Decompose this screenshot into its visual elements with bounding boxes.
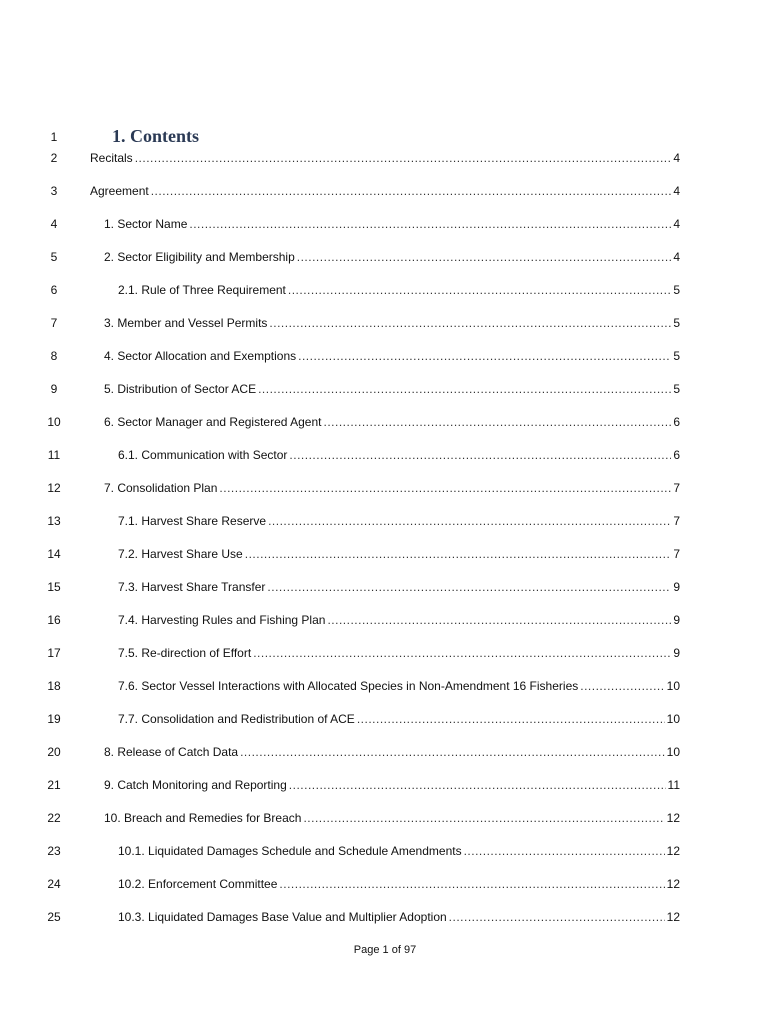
toc-leader-dots	[323, 415, 671, 429]
toc-entry-label: 7.5. Re-direction of Effort	[118, 646, 252, 660]
line-number: 7	[50, 316, 58, 330]
toc-entry-page: 9	[673, 646, 680, 660]
line-number: 14	[47, 547, 61, 561]
toc-entry-label: 3. Member and Vessel Permits	[104, 316, 268, 330]
line-number: 13	[47, 514, 61, 528]
toc-entry-sector-manager[interactable]	[104, 415, 680, 429]
line-number: 22	[47, 811, 61, 825]
toc-entry-page: 5	[673, 382, 680, 396]
toc-leader-dots	[449, 910, 665, 924]
toc-entry-page: 12	[666, 877, 680, 891]
line-number: 9	[50, 382, 58, 396]
toc-entry-recitals[interactable]	[90, 151, 680, 165]
toc-entry-vessel-interactions[interactable]	[118, 679, 680, 693]
toc-entry-sector-eligibility[interactable]	[104, 250, 680, 264]
toc-leader-dots	[189, 217, 671, 231]
line-number: 11	[47, 448, 61, 462]
line-number: 8	[50, 349, 58, 363]
line-number: 17	[47, 646, 61, 660]
toc-entry-page: 4	[673, 151, 680, 165]
toc-entry-page: 5	[673, 349, 680, 363]
line-number: 12	[47, 481, 61, 495]
line-number: 10	[47, 415, 61, 429]
line-number: 25	[47, 910, 61, 924]
toc-entry-label: 8. Release of Catch Data	[104, 745, 239, 759]
toc-entry-page: 7	[673, 547, 680, 561]
toc-entry-label: 5. Distribution of Sector ACE	[104, 382, 257, 396]
toc-entry-sector-allocation[interactable]	[104, 349, 680, 363]
line-number: 21	[47, 778, 61, 792]
line-number: 16	[47, 613, 61, 627]
toc-entry-label: Recitals	[90, 151, 133, 165]
toc-entry-sector-name[interactable]	[104, 217, 680, 231]
toc-entry-liquidated-damages-schedule[interactable]	[118, 844, 680, 858]
line-number: 23	[47, 844, 61, 858]
toc-leader-dots	[303, 811, 664, 825]
toc-entry-harvest-share-use[interactable]	[118, 547, 680, 561]
toc-leader-dots	[279, 877, 664, 891]
toc-leader-dots	[240, 745, 665, 759]
toc-entry-label: 7.1. Harvest Share Reserve	[118, 514, 267, 528]
toc-leader-dots	[297, 250, 672, 264]
toc-entry-communication[interactable]	[118, 448, 680, 462]
page-footer: Page 1 of 97	[353, 944, 417, 956]
toc-leader-dots	[327, 613, 671, 627]
toc-entry-enforcement-committee[interactable]	[118, 877, 680, 891]
toc-entry-page: 4	[673, 250, 680, 264]
toc-leader-dots	[245, 547, 672, 561]
toc-entry-label: 2.1. Rule of Three Requirement	[118, 283, 286, 297]
heading-title: Contents	[130, 126, 200, 146]
toc-leader-dots	[135, 151, 672, 165]
toc-entry-page: 7	[673, 481, 680, 495]
toc-leader-dots	[580, 679, 664, 693]
toc-leader-dots	[253, 646, 671, 660]
toc-entry-label: 6. Sector Manager and Registered Agent	[104, 415, 322, 429]
toc-entry-page: 12	[666, 910, 680, 924]
toc-entry-label: 1. Sector Name	[104, 217, 188, 231]
toc-entry-label: 2. Sector Eligibility and Membership	[104, 250, 295, 264]
toc-leader-dots	[464, 844, 665, 858]
toc-entry-label: 6.1. Communication with Sector	[118, 448, 288, 462]
toc-entry-page: 10	[666, 679, 680, 693]
toc-leader-dots	[269, 316, 671, 330]
toc-entry-label: 10.3. Liquidated Damages Base Value and Multiplier Adoption	[118, 910, 447, 924]
line-number: 2	[50, 151, 58, 165]
toc-entry-label: 7.4. Harvesting Rules and Fishing Plan	[118, 613, 326, 627]
toc-entry-page: 11	[667, 778, 680, 792]
toc-entry-page: 12	[666, 844, 680, 858]
toc-leader-dots	[268, 514, 671, 528]
toc-entry-redirection-effort[interactable]	[118, 646, 680, 660]
toc-entry-label: 7.2. Harvest Share Use	[118, 547, 243, 561]
toc-entry-member-vessel-permits[interactable]	[104, 316, 680, 330]
toc-entry-catch-monitoring[interactable]	[104, 778, 680, 792]
toc-leader-dots	[289, 778, 666, 792]
toc-entry-page: 12	[666, 811, 680, 825]
toc-entry-page: 9	[673, 613, 680, 627]
line-number: 1	[50, 130, 58, 144]
toc-entry-consolidation-plan[interactable]	[104, 481, 680, 495]
line-number: 19	[47, 712, 61, 726]
toc-entry-label: 7. Consolidation Plan	[104, 481, 218, 495]
line-number: 20	[47, 745, 61, 759]
toc-entry-page: 6	[673, 415, 680, 429]
toc-entry-page: 7	[673, 514, 680, 528]
toc-leader-dots	[357, 712, 665, 726]
toc-entry-consolidation-redistribution[interactable]	[118, 712, 680, 726]
toc-entry-page: 4	[673, 184, 680, 198]
toc-leader-dots	[298, 349, 671, 363]
toc-leader-dots	[258, 382, 671, 396]
line-number: 15	[47, 580, 61, 594]
toc-entry-label: 7.3. Harvest Share Transfer	[118, 580, 266, 594]
toc-entry-label: 10. Breach and Remedies for Breach	[104, 811, 302, 825]
toc-entry-base-value-multiplier[interactable]	[118, 910, 680, 924]
toc-entry-rule-of-three[interactable]	[118, 283, 680, 297]
line-number: 4	[50, 217, 58, 231]
toc-entry-distribution-ace[interactable]	[104, 382, 680, 396]
heading-number: 1.	[112, 126, 126, 146]
toc-entry-harvest-share-transfer[interactable]	[118, 580, 680, 594]
toc-entry-release-catch-data[interactable]	[104, 745, 680, 759]
line-number: 3	[50, 184, 58, 198]
toc-leader-dots	[151, 184, 672, 198]
toc-entry-page: 9	[673, 580, 680, 594]
toc-entry-label: 7.6. Sector Vessel Interactions with Allocated Species in Non-Amendment 16 Fisheries	[118, 679, 579, 693]
contents-heading	[112, 125, 199, 147]
toc-entry-page: 6	[673, 448, 680, 462]
toc-entry-label: 9. Catch Monitoring and Reporting	[104, 778, 287, 792]
toc-entry-label: 7.7. Consolidation and Redistribution of ACE	[118, 712, 355, 726]
toc-leader-dots	[219, 481, 671, 495]
toc-entry-label: 10.1. Liquidated Damages Schedule and Schedule Amendments	[118, 844, 462, 858]
toc-entry-page: 10	[666, 712, 680, 726]
toc-entry-page: 5	[673, 283, 680, 297]
toc-entry-harvesting-rules[interactable]	[118, 613, 680, 627]
toc-leader-dots	[267, 580, 671, 594]
line-number: 18	[47, 679, 61, 693]
line-number: 24	[47, 877, 61, 891]
toc-entry-harvest-share-reserve[interactable]	[118, 514, 680, 528]
toc-entry-label: 4. Sector Allocation and Exemptions	[104, 349, 297, 363]
toc-entry-page: 5	[673, 316, 680, 330]
toc-entry-page: 4	[673, 217, 680, 231]
line-number: 5	[50, 250, 58, 264]
toc-entry-breach-remedies[interactable]	[104, 811, 680, 825]
toc-leader-dots	[288, 283, 671, 297]
toc-entry-page: 10	[666, 745, 680, 759]
line-number: 6	[50, 283, 58, 297]
toc-entry-label: 10.2. Enforcement Committee	[118, 877, 278, 891]
toc-leader-dots	[289, 448, 671, 462]
toc-entry-label: Agreement	[90, 184, 149, 198]
toc-entry-agreement[interactable]	[90, 184, 680, 198]
